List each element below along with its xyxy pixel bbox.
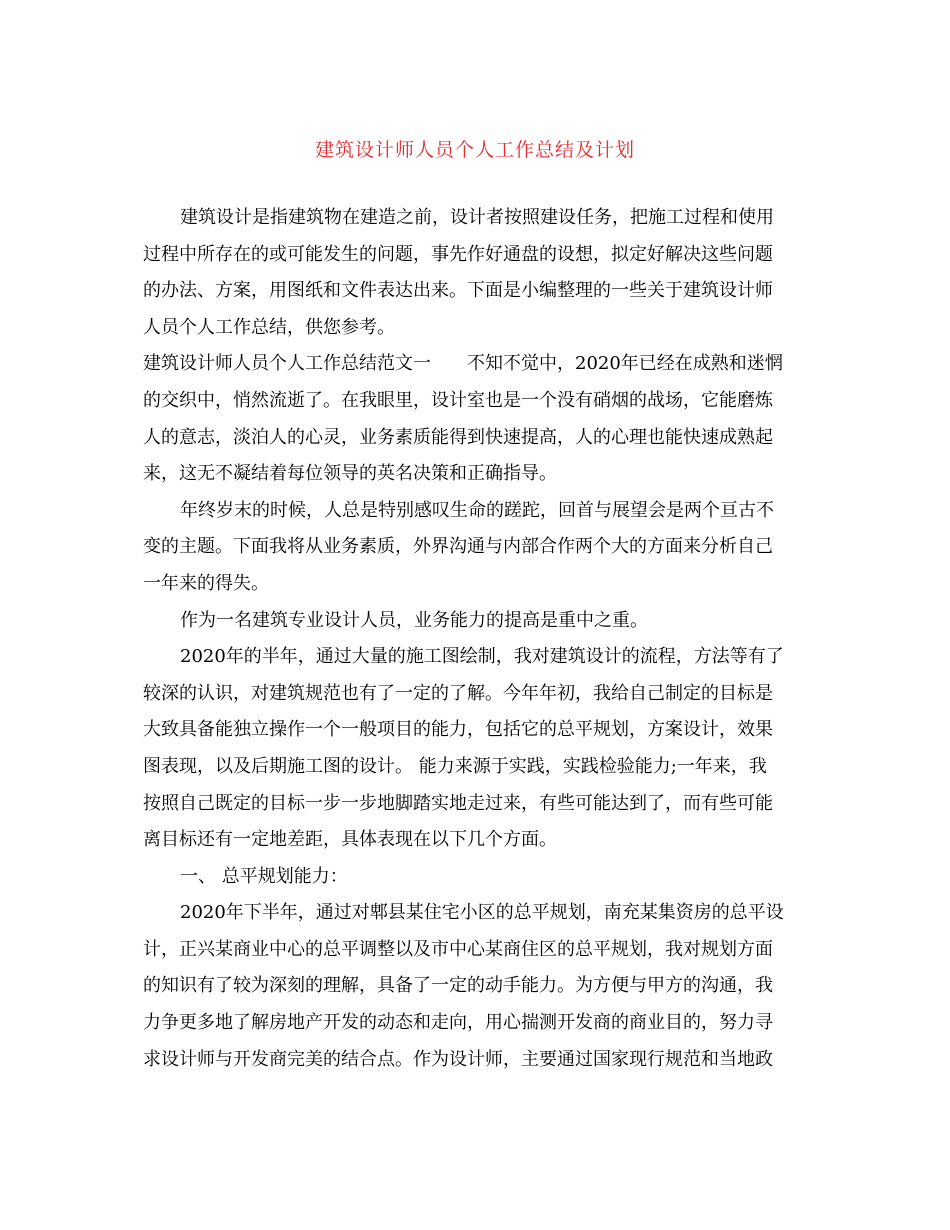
paragraph-line: 变的主题。下面我将从业务素质，外界沟通与内部合作两个大的方面来分析自己 [143,536,773,558]
paragraph-line: 大致具备能独立操作一个一般项目的能力，包括它的总平规划，方案设计，效果 [143,719,773,741]
paragraph-line: 图表现，以及后期施工图的设计。 能力来源于实践，实践检验能力;一年来，我 [143,755,767,777]
paragraph-line: 过程中所存在的或可能发生的问题，事先作好通盘的设想，拟定好解决这些问题 [143,243,773,265]
paragraph-line: 作为一名建筑专业设计人员，业务能力的提高是重中之重。 [180,609,648,631]
paragraph-line: 建筑设计是指建筑物在建造之前，设计者按照建设任务，把施工过程和使用 [180,207,774,228]
paragraph-line: 来，这无不凝结着每位领导的英名决策和正确指导。 [143,463,557,485]
paragraph-line: 2020年下半年，通过对郫县某住宅小区的总平规划，南充某集资房的总平设 [180,902,784,924]
paragraph-line: 计，正兴某商业中心的总平调整以及市中心某商住区的总平规划，我对规划方面 [143,938,773,960]
paragraph-line: 的交织中，悄然流逝了。在我眼里，设计室也是一个没有硝烟的战场，它能磨炼 [143,389,773,411]
paragraph-line: 求设计师与开发商完美的结合点。作为设计师，主要通过国家现行规范和当地政 [143,1048,773,1070]
paragraph-line: 力争更多地了解房地产开发的动态和走向，用心揣测开发商的商业目的，努力寻 [143,1012,773,1034]
document-title: 建筑设计师人员个人工作总结及计划 [314,139,635,161]
paragraph-line: 一年来的得失。 [143,572,269,594]
paragraph-line: 离目标还有一定地差距，具体表现在以下几个方面。 [143,829,557,851]
paragraph-line: 2020年的半年，通过大量的施工图绘制，我对建筑设计的流程，方法等有了 [180,646,784,668]
document-body [143,200,807,1078]
paragraph-line: 年终岁末的时候，人总是特别感叹生命的蹉跎，回首与展望会是两个亘古不 [180,499,774,521]
paragraph-line: 建筑设计师人员个人工作总结范文一 不知不觉中，2020年已经在成熟和迷惘 [143,353,783,375]
paragraph-line: 按照自己既定的目标一步一步地脚踏实地走过来，有些可能达到了，而有些可能 [143,792,773,814]
paragraph-line: 较深的认识，对建筑规范也有了一定的了解。今年年初，我给自己制定的目标是 [143,682,773,704]
section-heading: 一、 总平规划能力： [180,865,348,887]
paragraph-line: 的办法、方案，用图纸和文件表达出来。下面是小编整理的一些关于建筑设计师 [143,280,773,302]
paragraph-line: 的知识有了较为深刻的理解，具备了一定的动手能力。为方便与甲方的沟通，我 [143,975,773,997]
paragraph-line: 人员个人工作总结，供您参考。 [143,316,395,338]
paragraph-line: 人的意志，淡泊人的心灵，业务素质能得到快速提高，人的心理也能快速成熟起 [143,426,773,448]
